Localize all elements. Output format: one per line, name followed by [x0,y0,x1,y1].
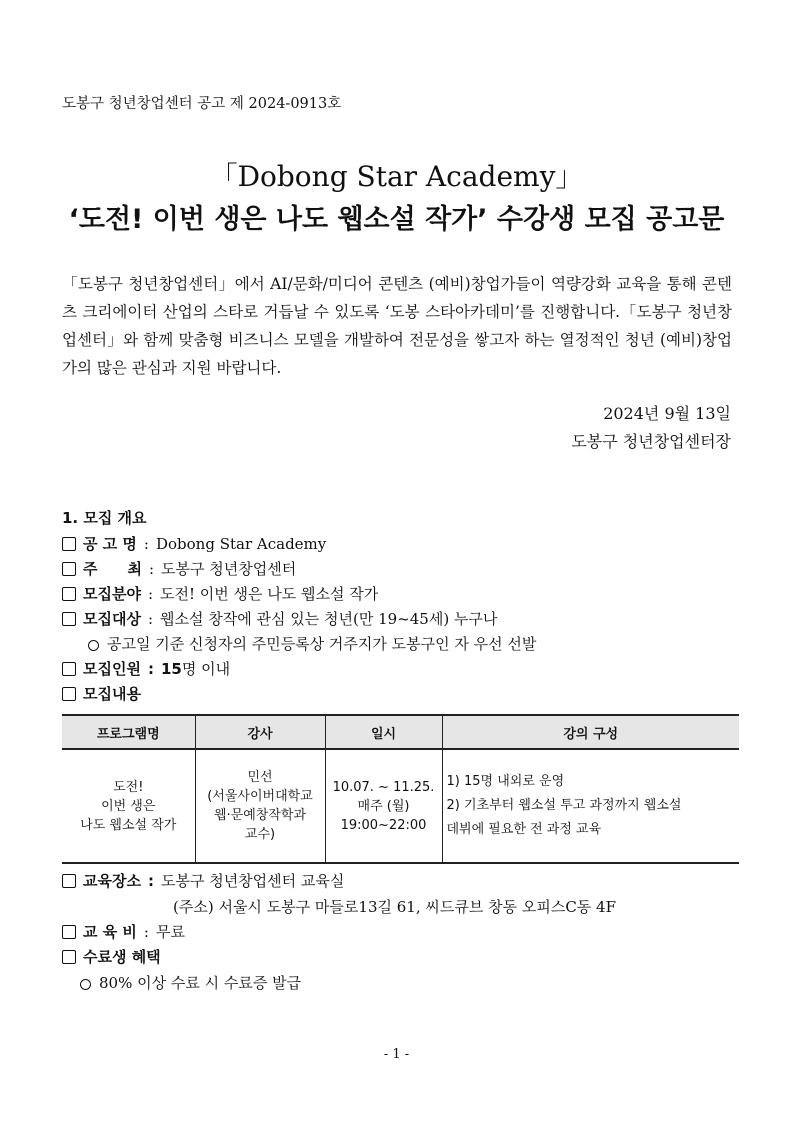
item-label: 주 최 [83,560,142,578]
issue-date: 2024년 9월 13일 [603,404,731,423]
item-value-number: 15 [160,659,182,678]
issuer: 도봉구 청년창업센터장 [571,432,731,451]
title-line-1: 「Dobong Star Academy」 [209,160,584,193]
circle-bullet-icon [80,979,91,990]
program-table [62,714,739,864]
header-program: 프로그램명 [62,715,195,749]
item-label: 모집내용 [83,685,141,703]
item-notice-name: 공 고 명 : Dobong Star Academy [62,533,326,554]
item-content [62,683,141,704]
item-value: 도전! 이번 생은 나도 웹소설 작가 [160,585,379,603]
target-note: 공고일 기준 신청자의 주민등록상 거주지가 도봉구인 자 우선 선발 [88,633,536,654]
cell-composition: 1) 15명 내외로 운영 2) 기초부터 웹소설 투고 과정까지 웹소설 데뷔에 필요한 전 과정 교육 [442,749,739,863]
item-target: 모집대상 : 웹소설 창작에 관심 있는 청년(만 19~45세) 누구나 [62,608,497,629]
place-address: (주소) 서울시 도봉구 마들로13길 61, 씨드큐브 창동 오피스C동 4F [173,898,617,916]
checkbox-square-icon [62,662,76,676]
checkbox-square-icon [62,874,76,888]
item-label: 교 육 비 [83,923,137,941]
checkbox-square-icon [62,925,76,939]
item-label: 모집대상 [83,610,141,628]
item-label: 교육장소 [83,872,141,890]
circle-bullet-icon [88,640,99,651]
item-benefit [62,946,161,967]
title-line-2: ‘도전! 이번 생은 나도 웹소설 작가’ 수강생 모집 공고문 [68,204,725,235]
item-value: 도봉구 청년창업센터 [161,560,297,578]
checkbox-square-icon [62,562,76,576]
intro-text: 「도봉구 청년창업센터」에서 AI/문화/미디어 콘텐츠 (예비)창업가들이 역량강화 교육을 통해 콘텐츠 크리에이터 산업의 스타로 거듭날 수 있도록 ‘도봉 스타아카데미’를 진행합니다.「도봉구 청년창업센터」와 함께 맞춤형 비즈니스 모델을 개발하여 전문성을 쌓고자 하는 열정적인 청년 (예비)창업가의 많은 관심과 지원 바랍니다. [62,275,732,377]
checkbox-square-icon [62,537,76,551]
checkbox-square-icon [62,612,76,626]
checkbox-square-icon [62,950,76,964]
item-field: 모집분야 : 도전! 이번 생은 나도 웹소설 작가 [62,583,378,604]
item-label: 모집분야 [83,585,141,603]
item-place: 교육장소 : 도봉구 청년창업센터 교육실 [62,870,344,891]
header-instructor: 강사 [195,715,325,749]
header-schedule: 일시 [325,715,442,749]
table-row [62,749,739,863]
item-label: 공 고 명 [83,535,137,553]
item-label: 수료생 혜택 [83,948,161,966]
item-headcount: 모집인원 : 15 명 이내 [62,658,230,679]
page-number: - 1 - [383,1047,410,1062]
item-value: Dobong Star Academy [155,534,327,553]
intro-paragraph [62,270,732,382]
item-label: 모집인원 [83,660,141,678]
checkbox-square-icon [62,687,76,701]
item-host: 주 최 : 도봉구 청년창업센터 [62,558,296,579]
section-1-title: 1. 모집 개요 [62,509,147,527]
item-value-unit: 명 이내 [181,660,231,678]
item-value: 웹소설 창작에 관심 있는 청년(만 19~45세) 누구나 [160,610,498,628]
item-value: 도봉구 청년창업센터 교육실 [160,872,345,890]
issue-block [571,400,731,456]
cell-schedule: 10.07. ~ 11.25. 매주 (월) 19:00~22:00 [325,749,442,863]
item-value: 무료 [155,923,185,941]
benefit-note: 80% 이상 수료 시 수료증 발급 [80,972,301,993]
checkbox-square-icon [62,587,76,601]
cell-program: 도전! 이번 생은 나도 웹소설 작가 [62,749,195,863]
item-fee: 교 육 비 : 무료 [62,921,185,942]
table-header-row [62,715,739,749]
cell-instructor: 민선 (서울사이버대학교 웹·문예창작학과 교수) [195,749,325,863]
notice-number: 도봉구 청년창업센터 공고 제 2024-0913호 [62,96,342,112]
header-composition: 강의 구성 [442,715,739,749]
